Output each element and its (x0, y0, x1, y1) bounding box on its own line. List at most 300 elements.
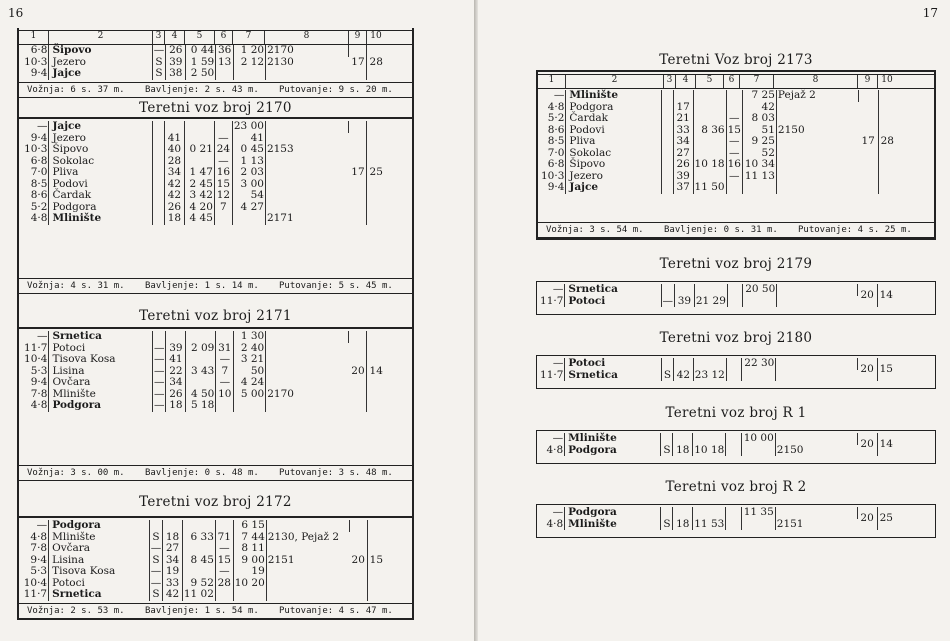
station-name: Podgora (49, 520, 150, 532)
station-name: Jezero (49, 133, 153, 145)
cell (693, 433, 726, 445)
table-row (19, 121, 385, 133)
cell: 2 50 (186, 68, 216, 80)
cell: 11 50 (694, 181, 725, 193)
table-row (537, 370, 895, 382)
cell: 39 (675, 296, 695, 308)
station-name: Lisina (49, 366, 153, 378)
cell (265, 179, 349, 191)
distance-km: 4·8 (19, 400, 49, 412)
cell: 20 (857, 358, 877, 381)
cell: S (149, 589, 163, 601)
cell: 10 00 (741, 433, 775, 445)
cell (153, 133, 165, 145)
cell: 2 40 (234, 343, 266, 355)
cell: 10 34 (742, 159, 776, 171)
cell (265, 156, 349, 168)
cell (661, 507, 673, 519)
cell: 7 (216, 366, 234, 378)
cell (266, 343, 349, 355)
timetable-block (537, 433, 895, 456)
cell (726, 445, 742, 457)
cell: 15 (879, 362, 893, 375)
cell (777, 284, 857, 296)
distance-km: 4·8 (537, 445, 565, 457)
distance-km: 4·8 (19, 213, 49, 225)
cell: 38 (166, 68, 186, 80)
travel-summary (19, 82, 412, 98)
cell (266, 566, 349, 578)
cell: 39 (673, 171, 693, 183)
column-header: 10 (881, 75, 893, 85)
cell (661, 284, 675, 296)
table-row (19, 45, 385, 57)
cell: 2170 (266, 45, 349, 57)
distance-km: 11·7 (19, 343, 49, 355)
distance-km: 4·8 (537, 519, 565, 531)
cell (662, 90, 674, 102)
distance-km: — (19, 121, 49, 133)
cell: 3 43 (186, 366, 216, 378)
cell (741, 519, 775, 531)
cell: — (215, 566, 233, 578)
cell (741, 445, 775, 457)
column-header: 2 (49, 31, 153, 44)
station-name: Mlinište (49, 532, 150, 544)
cell (776, 136, 858, 148)
timetable-block (19, 331, 385, 412)
table-row (537, 296, 895, 308)
cell: 33 (673, 125, 693, 137)
cell: 3 00 (232, 179, 265, 191)
station-name: Lisina (49, 555, 150, 567)
left-page (0, 0, 474, 641)
timetable-frame (536, 430, 936, 464)
distance-km: — (538, 90, 566, 102)
cell: 26 (673, 159, 693, 171)
cell (232, 213, 265, 225)
timetable-frame (536, 281, 936, 315)
cell: — (215, 543, 233, 555)
cell: 39 (166, 57, 186, 69)
block-title: Teretni voz broj 2179 (659, 256, 813, 272)
cell: 20 (857, 284, 877, 307)
table-row (19, 566, 385, 578)
cell: 11 02 (183, 588, 214, 600)
cell: 5 18 (186, 400, 216, 412)
cell (216, 400, 234, 412)
divider (19, 516, 412, 518)
station-name: Mlinište (566, 90, 662, 102)
cell: 2130, Pejaž 2 (267, 530, 340, 543)
distance-km: 8·5 (538, 136, 566, 148)
cell (662, 182, 674, 194)
cell (742, 370, 776, 382)
timetable-block (537, 358, 895, 381)
cell: 41 (232, 133, 265, 145)
cell (182, 543, 215, 555)
column-header: 5 (696, 75, 724, 88)
cell: 2151 (776, 517, 804, 530)
cell: 15 (369, 553, 384, 566)
cell (215, 520, 233, 532)
block-title: Teretni voz broj R 2 (665, 479, 807, 495)
cell (693, 358, 726, 370)
cell: 10 18 (694, 443, 725, 456)
station-name: Čardak (566, 113, 662, 125)
cell (673, 433, 693, 445)
distance-km: — (537, 433, 565, 445)
table-row (537, 433, 895, 445)
cell (776, 171, 858, 183)
distance-km: 9·4 (538, 182, 566, 194)
station-name: Šipovo (566, 159, 662, 171)
distance-km: 9·4 (19, 377, 49, 389)
column-header: 6 (724, 75, 740, 88)
cell: 31 (216, 343, 234, 355)
cell: 1 13 (232, 156, 265, 168)
station-name: Ovčara (49, 377, 153, 389)
cell (694, 284, 727, 296)
cell (726, 358, 742, 370)
cell: 26 (164, 202, 184, 214)
cell (727, 296, 742, 308)
column-header: 3 (664, 75, 676, 88)
cell: 2 12 (234, 57, 266, 69)
column-header: 2 (566, 75, 664, 88)
total-time: Putovanje: 4 s. 47 m. (279, 606, 393, 616)
cell: S (152, 68, 166, 80)
station-name: Mlinište (565, 433, 661, 445)
distance-km: 9·4 (19, 68, 49, 80)
cell: 28 (880, 135, 894, 147)
table-row (19, 190, 385, 202)
cell (776, 370, 857, 382)
cell: 21 (673, 113, 693, 125)
cell (693, 90, 726, 102)
cell: — (726, 113, 742, 125)
column-header-row (538, 74, 934, 89)
cell: 8 36 (693, 125, 726, 137)
cell: — (216, 354, 234, 366)
table-row (19, 167, 385, 179)
cell (266, 520, 349, 532)
station-name: Sokolac (49, 156, 153, 168)
station-name: Podovi (566, 125, 662, 137)
cell (726, 519, 742, 531)
cell: S (661, 519, 673, 531)
table-row (19, 520, 385, 532)
distance-km: — (19, 331, 49, 343)
cell: 24 (214, 144, 232, 156)
distance-km: 7·8 (19, 389, 49, 401)
distance-km: 7·0 (538, 148, 566, 160)
cell: 33 (163, 578, 183, 590)
driving-time: Vožnja: 4 s. 31 m. (27, 281, 125, 291)
cell: 27 (673, 148, 693, 160)
cell: 20 (857, 433, 877, 456)
cell: 1 47 (184, 167, 214, 179)
timetable-block (537, 507, 895, 530)
page-number: 17 (922, 6, 938, 20)
table-row (538, 113, 896, 125)
cell: — (214, 156, 232, 168)
station-name: Jajce (49, 68, 152, 80)
table-row (19, 543, 385, 555)
distance-km: 10·4 (19, 578, 49, 590)
cell: 4 24 (234, 377, 266, 389)
column-header: 8 (265, 31, 349, 44)
distance-km: 6·8 (19, 45, 49, 57)
cell: 3 42 (184, 190, 214, 202)
station-name: Potoci (49, 343, 153, 355)
cell: 2153 (266, 143, 294, 155)
cell (662, 148, 674, 160)
cell (775, 433, 857, 445)
cell: 1 59 (186, 57, 216, 69)
table-row (19, 331, 385, 343)
cell: Pejaž 2 (776, 90, 858, 102)
cell (153, 144, 165, 156)
divider (19, 327, 412, 329)
cell: — (216, 377, 234, 389)
cell (153, 202, 165, 214)
cell (776, 358, 857, 370)
timetable-block (19, 45, 385, 80)
cell: 23 00 (233, 120, 264, 132)
block-title: Teretni voz broj 2180 (659, 330, 813, 346)
cell: 20 (857, 507, 877, 530)
cell: 10 (216, 389, 234, 401)
cell (693, 102, 726, 114)
distance-km: 11·7 (537, 370, 565, 382)
cell (186, 377, 216, 389)
driving-time: Vožnja: 6 s. 37 m. (27, 85, 125, 95)
cell: 26 (166, 389, 186, 401)
column-header: 4 (676, 75, 696, 88)
cell: 8 03 (742, 113, 776, 125)
cell: S (149, 555, 163, 567)
cell (216, 331, 234, 343)
cell (675, 284, 695, 296)
cell: 12 (214, 190, 232, 202)
cell: 15 (215, 555, 233, 567)
cell: 17 (673, 102, 693, 114)
cell: 39 (166, 343, 186, 355)
total-time: Putovanje: 3 s. 48 m. (279, 468, 393, 478)
cell: 28 (215, 578, 233, 590)
distance-km: 10·4 (19, 354, 49, 366)
station-name: Jajce (49, 121, 153, 133)
cell (153, 167, 165, 179)
right-page (478, 0, 950, 641)
table-row (537, 507, 895, 519)
cell (662, 125, 674, 137)
block-title: Teretni voz broj 2170 (139, 100, 292, 116)
cell (266, 68, 349, 80)
cell: S (152, 57, 166, 69)
distance-km: 5·3 (19, 366, 49, 378)
cell: — (150, 576, 162, 589)
cell: 9 00 (233, 555, 266, 567)
cell: 0 45 (232, 144, 265, 156)
cell: 14 (369, 364, 383, 377)
cell: 51 (742, 125, 776, 137)
cell: 3 21 (234, 354, 266, 366)
cell: 21 29 (695, 294, 726, 307)
table-row (19, 400, 385, 412)
table-row (19, 68, 385, 80)
block-title: Teretni Voz broj 2173 (659, 52, 813, 68)
cell: — (153, 341, 165, 354)
cell: 19 (233, 566, 266, 578)
cell: 2 09 (186, 343, 216, 355)
cell: 25 (369, 166, 383, 178)
cell (673, 358, 693, 370)
page-number: 16 (8, 6, 24, 20)
cell: 27 (163, 543, 183, 555)
cell: 20 50 (743, 284, 777, 296)
timetable-block (538, 90, 896, 194)
cell: 25 (879, 511, 893, 524)
travel-summary (19, 603, 412, 619)
block-title: Teretni voz broj 2172 (139, 494, 292, 510)
cell (153, 121, 165, 133)
cell: — (153, 387, 165, 400)
cell: — (153, 364, 165, 377)
cell (266, 400, 349, 412)
cell (693, 113, 726, 125)
cell: 20 (349, 520, 367, 601)
cell (776, 102, 858, 114)
cell (152, 331, 166, 343)
cell: 1 20 (234, 45, 266, 57)
cell: 42 (164, 190, 184, 202)
station-name: Tisova Kosa (49, 566, 150, 578)
cell: 2171 (266, 212, 294, 224)
station-name: Jezero (49, 57, 152, 69)
cell: 15 (214, 179, 232, 191)
cell (215, 589, 233, 601)
table-row (19, 589, 385, 601)
travel-summary (19, 278, 412, 294)
distance-km: 5·3 (19, 566, 49, 578)
cell: 18 (673, 445, 693, 457)
cell (216, 68, 234, 80)
cell: 9 52 (182, 578, 215, 590)
cell: 13 (216, 57, 234, 69)
cell (743, 296, 777, 308)
cell: — (150, 565, 162, 577)
cell: 18 (164, 213, 184, 225)
cell (662, 171, 674, 183)
cell: 54 (232, 190, 265, 202)
cell: 10 20 (234, 576, 265, 589)
distance-km: 10·3 (538, 171, 566, 183)
cell (662, 113, 674, 125)
cell: 7 44 (233, 532, 266, 544)
dwell-time: Bavljenje: 1 s. 14 m. (145, 281, 259, 291)
cell: 11 53 (694, 517, 725, 530)
cell: 15 (727, 123, 741, 136)
cell: — (726, 148, 742, 160)
station-name: Podgora (49, 400, 153, 412)
cell (661, 358, 673, 370)
station-name: Podgora (49, 202, 153, 214)
distance-km: 5·2 (538, 113, 566, 125)
cell (742, 182, 776, 194)
cell: 7 (214, 202, 232, 214)
cell: 2130 (267, 55, 294, 68)
station-name: Potoci (565, 358, 662, 370)
cell (776, 159, 858, 171)
cell (661, 433, 673, 445)
cell (726, 433, 742, 445)
cell (163, 520, 183, 532)
cell: 50 (234, 366, 266, 378)
cell (184, 121, 214, 133)
cell: 52 (742, 148, 776, 160)
timetable-block (537, 284, 895, 307)
cell (775, 507, 857, 519)
cell: 28 (164, 156, 184, 168)
column-header-row (19, 30, 412, 45)
cell (693, 136, 726, 148)
cell: 34 (166, 377, 186, 389)
cell: 71 (215, 532, 233, 544)
table-row (19, 377, 385, 389)
cell: — (214, 133, 232, 145)
cell: 26 (166, 45, 186, 57)
table-row (538, 136, 896, 148)
distance-km: — (19, 520, 49, 532)
cell: 18 (163, 532, 183, 544)
dwell-time: Bavljenje: 1 s. 54 m. (145, 606, 259, 616)
distance-km: 8·6 (538, 125, 566, 137)
distance-km: 4·8 (538, 102, 566, 114)
block-title: Teretni voz broj 2171 (139, 308, 292, 324)
cell: 22 (166, 366, 186, 378)
column-header: 10 (370, 31, 382, 41)
cell (726, 182, 742, 194)
cell: 23 12 (694, 368, 725, 381)
cell: 19 (163, 566, 183, 578)
cell: — (153, 376, 165, 388)
cell: 8 11 (233, 543, 266, 555)
distance-km: 10·3 (19, 144, 49, 156)
cell (662, 102, 674, 114)
cell: 2170 (267, 387, 294, 400)
cell (266, 543, 349, 555)
cell: — (726, 171, 742, 183)
distance-km: 6·8 (19, 156, 49, 168)
cell: 2151 (267, 553, 295, 566)
cell: 0 21 (184, 144, 214, 156)
cell (662, 159, 674, 171)
cell: 2 45 (184, 179, 214, 191)
cell: 42 (673, 370, 693, 382)
cell (266, 578, 349, 590)
cell (693, 507, 726, 519)
distance-km: 10·3 (19, 57, 49, 69)
station-name: Potoci (565, 296, 661, 308)
cell: 34 (163, 555, 183, 567)
distance-km: 9·4 (19, 133, 49, 145)
station-name: Šipovo (49, 45, 152, 57)
table-row (19, 354, 385, 366)
table-row (538, 182, 896, 194)
cell (186, 354, 216, 366)
